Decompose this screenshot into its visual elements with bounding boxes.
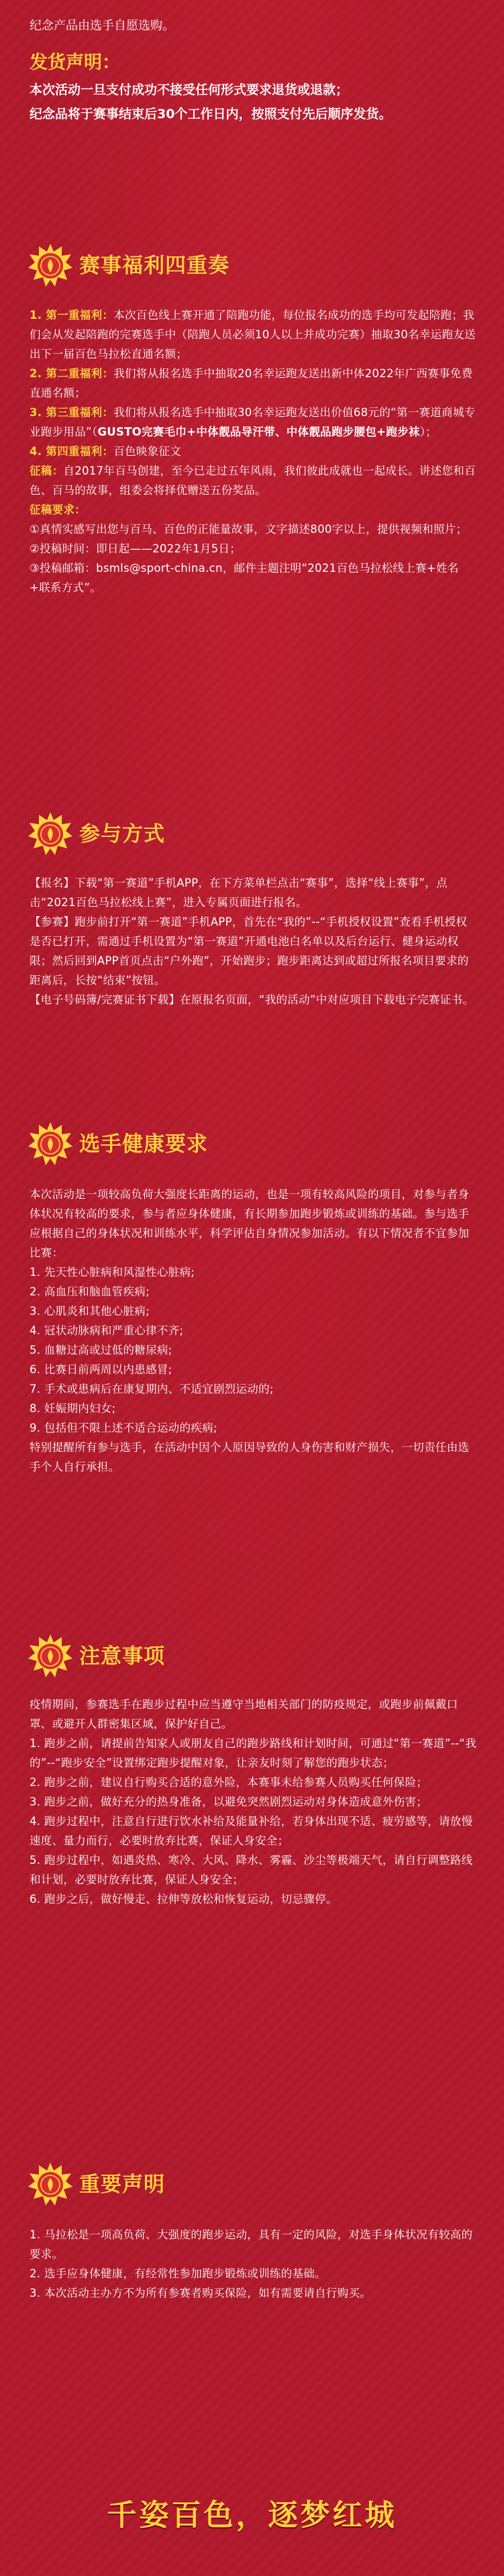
health-intro: 本次活动是一项较高负荷大强度长距离的运动，也是一项有较高风险的项目，对参与者身体状况有较高的要求，参与者应身体健康，有长期参加跑步锻炼或训练的基础。参与选手应根据自己的身体状况和训练水平，科学评估自身情况参加活动。有以下情况者不宜参加比赛： bbox=[30, 1188, 470, 1259]
important-title: 重要声明 bbox=[79, 2173, 165, 2197]
welfare-header bbox=[27, 242, 268, 296]
health-condition: 3. 心肌炎和其他心脏病; bbox=[30, 1305, 150, 1318]
participation-body bbox=[30, 873, 478, 1009]
participation-header bbox=[27, 811, 268, 864]
welfare-item-1-label: 1. 第一重福利： bbox=[30, 309, 114, 321]
welfare-item-4-label: 4. 第四重福利： bbox=[30, 445, 114, 458]
welfare-item-2-text: 我们将从报名选手中抽取20名幸运跑友送出新中体2022年广西赛事免费直通名额； bbox=[30, 367, 473, 399]
health-header bbox=[27, 1121, 268, 1175]
shipping-paragraph-2: 纪念品将于赛事结束后30个工作日内，按照支付先后顺序发货。 bbox=[30, 107, 392, 121]
essay-label: 征稿： bbox=[30, 464, 64, 477]
shipping-paragraph-1: 本次活动一旦支付成功不接受任何形式要求退货或退款； bbox=[30, 83, 349, 97]
welfare-item-2 bbox=[30, 364, 478, 403]
spark-badge-icon bbox=[27, 1633, 74, 1680]
welfare-item-1 bbox=[30, 305, 478, 364]
health-condition: 8. 妊娠期内妇女; bbox=[30, 1402, 116, 1415]
important-header bbox=[27, 2161, 268, 2215]
welfare-item-3-text-a: 我们将从报名选手中抽取30名幸运跑友送出价值68元的“第一赛道商城专业跑步用品”（ bbox=[30, 406, 476, 438]
notes-item: 5. 跑步过程中，如遇炎热、寒冷、大风、降水、雾霾、沙尘等极端天气，请自行调整路线和计划，必要时放弃比赛，保证人身安全； bbox=[30, 1854, 473, 1886]
welfare-item-3-label: 3. 第三重福利： bbox=[30, 406, 114, 419]
shipping-title: 发货声明： bbox=[30, 52, 120, 73]
health-condition: 2. 高血压和脑血管疾病; bbox=[30, 1285, 150, 1298]
participation-title: 参与方式 bbox=[79, 822, 165, 846]
participation-register: 【报名】下载“第一赛道”手机APP，在下方菜单栏点击“赛事”，选择“线上赛事”，点击“2021百色马拉松线上赛”，进入专属页面进行报名。 bbox=[30, 877, 448, 909]
spark-badge-icon bbox=[27, 242, 74, 289]
welfare-item-3-text-c: ）； bbox=[419, 426, 438, 438]
participation-certificate: 【电子号码簿/完赛证书下载】在原报名页面，“我的活动”中对应项目下载电子完赛证书。 bbox=[30, 993, 474, 1006]
welfare-title: 赛事福利四重奏 bbox=[79, 254, 230, 278]
footer-slogan: 千姿百色，逐梦红城 bbox=[107, 2498, 397, 2532]
participation-compete: 【参赛】跑步前打开“第一赛道”手机APP，首先在“我的”--“手机授权设置”查看手机授权是否已打开，需通过手机设置为“第一赛道”开通电池白名单以及后台运行、健身运动权限；然后回到APP首页点击“户外跑”，开始跑步；跑步距离达到或超过所报名项目要求的距离后，长按“结束”按钮。 bbox=[30, 915, 469, 987]
welfare-item-1-text: 本次百色线上赛开通了陪跑功能，每位报名成功的选手均可发起陪跑；我们会从发起陪跑的完赛选手中（陪跑人员必须10人以上并成功完赛）抽取30名幸运跑友送出下一届百色马拉松直通名额； bbox=[30, 309, 476, 360]
health-body bbox=[30, 1185, 478, 1477]
important-item: 2. 选手应身体健康，有经常性参加跑步锻炼或训练的基础。 bbox=[30, 2267, 326, 2280]
intro-block bbox=[30, 16, 476, 125]
health-title: 选手健康要求 bbox=[79, 1132, 208, 1156]
essay-requirement-2: ②投稿时间：即日起——2022年1月5日； bbox=[30, 542, 242, 555]
essay-requirement-1: ①真情实感写出您与百马、百色的正能量故事，文字描述800字以上，提供视频和照片； bbox=[30, 523, 468, 536]
notes-item: 1. 跑步之前，请提前告知家人或朋友自己的跑步路线和计划时间，可通过“第一赛道”--“我的”--“跑步安全”设置绑定跑步提醒对象，让亲友时刻了解您的跑步状态； bbox=[30, 1737, 476, 1769]
notes-header bbox=[27, 1633, 268, 1687]
essay-requirement-3: ③投稿邮箱：bsmls@sport-china.cn，邮件主题注明“2021百色马拉松线上赛+姓名+联系方式”。 bbox=[30, 562, 459, 594]
welfare-item-4-text: 百色映象征文 bbox=[113, 445, 182, 458]
health-condition: 9. 包括但不限上述不适合运动的疾病; bbox=[30, 1422, 217, 1434]
notes-body bbox=[30, 1695, 478, 1909]
welfare-item-2-label: 2. 第二重福利： bbox=[30, 367, 114, 380]
spark-badge-icon bbox=[27, 811, 74, 858]
notes-title: 注意事项 bbox=[79, 1644, 165, 1669]
welfare-item-3-text-b: GUSTO完赛毛巾+中体靓品导汗带、中体靓品跑步腰包+跑步袜 bbox=[97, 426, 420, 438]
spark-badge-icon bbox=[27, 1121, 74, 1168]
health-condition: 7. 手术或患病后在康复期内、不适宜剧烈运动的; bbox=[30, 1383, 274, 1395]
welfare-item-3 bbox=[30, 403, 478, 442]
welfare-body bbox=[30, 305, 478, 597]
notes-item: 2. 跑步之前，建议自行购买合适的意外险，本赛事未给参赛人员购买任何保险； bbox=[30, 1776, 428, 1789]
important-item: 3. 本次活动主办方不为所有参赛者购买保险，如有需要请自行购买。 bbox=[30, 2287, 372, 2299]
spark-badge-icon bbox=[27, 2161, 74, 2208]
notes-intro: 疫情期间，参赛选手在跑步过程中应当遵守当地相关部门的防疫规定，或跑步前佩戴口罩、或避开人群密集区域，保护好自己。 bbox=[30, 1698, 458, 1730]
health-condition: 6. 比赛日前两周以内患感冒; bbox=[30, 1363, 172, 1376]
intro-top-line: 纪念产品由选手自愿选购。 bbox=[30, 19, 174, 33]
notes-item: 3. 跑步之前，做好充分的热身准备，以避免突然剧烈运动对身体造成意外伤害； bbox=[30, 1795, 428, 1808]
health-condition: 4. 冠状动脉病和严重心律不齐; bbox=[30, 1324, 184, 1337]
essay-requirements-label: 征稿要求： bbox=[30, 503, 86, 516]
important-item: 1. 马拉松是一项高负荷、大强度的跑步运动，具有一定的风险，对选手身体状况有较高的要求。 bbox=[30, 2228, 473, 2261]
welfare-item-4 bbox=[30, 442, 478, 461]
essay-text: 自2017年百马创建，至今已走过五年风雨，我们彼此成就也一起成长。讲述您和百色、百马的故事，组委会将择优赠送五份奖品。 bbox=[30, 464, 476, 497]
health-outro: 特别提醒所有参与选手，在活动中因个人原因导致的人身伤害和财产损失，一切责任由选手个人自行承担。 bbox=[30, 1441, 470, 1473]
notes-item: 4. 跑步过程中，注意自行进行饮水补给及能量补给，若身体出现不适、疲劳感等，请放慢速度、量力而行，必要时放弃比赛，保证人身安全； bbox=[30, 1815, 473, 1847]
important-body bbox=[30, 2225, 478, 2303]
health-condition: 1. 先天性心脏病和风湿性心脏病; bbox=[30, 1266, 195, 1279]
notes-item: 6. 跑步之后，做好慢走、拉伸等放松和恢复运动，切忌骤停。 bbox=[30, 1893, 338, 1905]
health-condition: 5. 血糖过高或过低的糖尿病; bbox=[30, 1344, 172, 1356]
essay-call bbox=[30, 461, 478, 500]
